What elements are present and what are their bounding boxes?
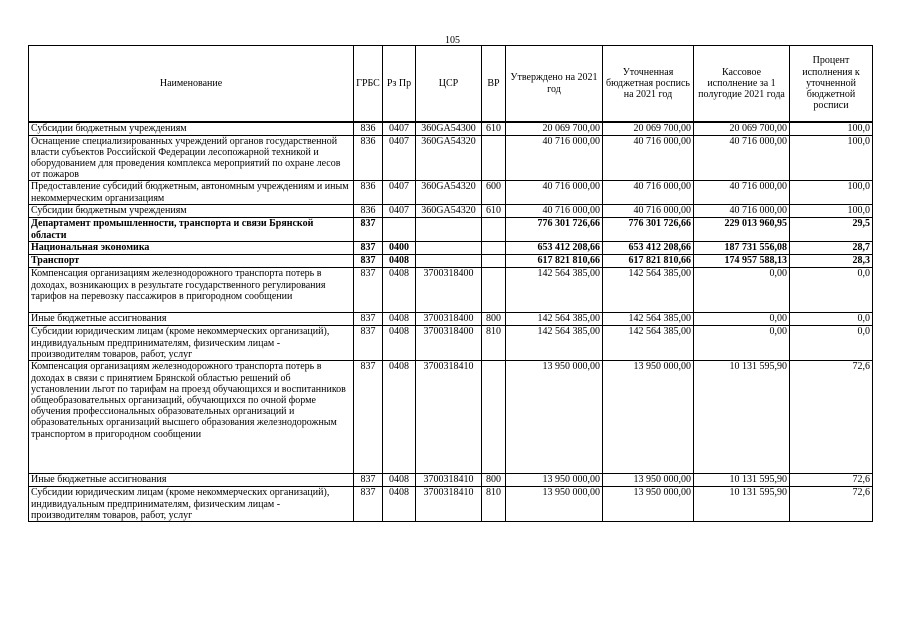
header-rzpr: Рз Пр — [383, 46, 416, 123]
cell-vr: 610 — [482, 122, 506, 135]
cell-percent: 28,3 — [790, 255, 873, 268]
cell-rzpr: 0408 — [383, 361, 416, 474]
cell-csr — [416, 255, 482, 268]
cell-csr: 360GA54320 — [416, 205, 482, 218]
cell-approved: 13 950 000,00 — [506, 487, 603, 522]
cell-vr — [482, 361, 506, 474]
cell-name: Иные бюджетные ассигнования — [29, 313, 354, 326]
table-row — [29, 474, 873, 487]
table-row — [29, 268, 873, 313]
cell-rzpr: 0408 — [383, 255, 416, 268]
cell-rzpr: 0408 — [383, 268, 416, 313]
cell-cash: 187 731 556,08 — [694, 242, 790, 255]
cell-grbs: 837 — [354, 361, 383, 474]
cell-name: Департамент промышленности, транспорта и связи Брянской области — [29, 218, 354, 242]
cell-name: Иные бюджетные ассигнования — [29, 474, 354, 487]
table-row — [29, 181, 873, 205]
cell-percent: 72,6 — [790, 474, 873, 487]
page-number: 105 — [445, 35, 460, 46]
cell-csr: 3700318410 — [416, 474, 482, 487]
cell-approved: 13 950 000,00 — [506, 474, 603, 487]
cell-rzpr: 0407 — [383, 181, 416, 205]
cell-name: Субсидии бюджетным учреждениям — [29, 122, 354, 135]
cell-cash: 40 716 000,00 — [694, 135, 790, 181]
cell-grbs: 837 — [354, 313, 383, 326]
cell-csr — [416, 242, 482, 255]
cell-refined: 142 564 385,00 — [603, 326, 694, 361]
cell-grbs: 836 — [354, 181, 383, 205]
table-row — [29, 313, 873, 326]
cell-rzpr: 0408 — [383, 313, 416, 326]
cell-grbs: 837 — [354, 487, 383, 522]
table-row — [29, 122, 873, 135]
cell-rzpr — [383, 218, 416, 242]
cell-cash: 10 131 595,90 — [694, 361, 790, 474]
cell-refined: 653 412 208,66 — [603, 242, 694, 255]
cell-percent: 29,5 — [790, 218, 873, 242]
cell-name: Субсидии юридическим лицам (кроме некоммерческих организаций), индивидуальным предпринимателям, физическим лицам - производителям товаров, работ, услуг — [29, 326, 354, 361]
cell-vr: 810 — [482, 326, 506, 361]
cell-name: Предоставление субсидий бюджетным, автономным учреждениям и иным некоммерческим организациям — [29, 181, 354, 205]
cell-cash: 40 716 000,00 — [694, 205, 790, 218]
cell-grbs: 836 — [354, 122, 383, 135]
cell-refined: 20 069 700,00 — [603, 122, 694, 135]
cell-vr: 600 — [482, 181, 506, 205]
cell-refined: 40 716 000,00 — [603, 135, 694, 181]
cell-refined: 776 301 726,66 — [603, 218, 694, 242]
cell-vr: 610 — [482, 205, 506, 218]
cell-percent: 0,0 — [790, 268, 873, 313]
cell-approved: 40 716 000,00 — [506, 135, 603, 181]
header-csr: ЦСР — [416, 46, 482, 123]
header-row — [29, 46, 873, 123]
cell-refined: 142 564 385,00 — [603, 268, 694, 313]
header-vr: ВР — [482, 46, 506, 123]
cell-cash: 10 131 595,90 — [694, 474, 790, 487]
table-row — [29, 135, 873, 181]
cell-refined: 13 950 000,00 — [603, 487, 694, 522]
cell-grbs: 837 — [354, 326, 383, 361]
cell-cash: 0,00 — [694, 326, 790, 361]
cell-rzpr: 0400 — [383, 242, 416, 255]
table-row — [29, 205, 873, 218]
cell-rzpr: 0407 — [383, 135, 416, 181]
cell-vr — [482, 135, 506, 181]
cell-percent: 100,0 — [790, 181, 873, 205]
table-row — [29, 242, 873, 255]
cell-approved: 617 821 810,66 — [506, 255, 603, 268]
cell-vr — [482, 242, 506, 255]
cell-vr — [482, 218, 506, 242]
cell-csr: 3700318400 — [416, 326, 482, 361]
cell-approved: 653 412 208,66 — [506, 242, 603, 255]
cell-cash: 0,00 — [694, 313, 790, 326]
cell-approved: 40 716 000,00 — [506, 205, 603, 218]
table-row — [29, 326, 873, 361]
table-row — [29, 487, 873, 522]
cell-cash: 0,00 — [694, 268, 790, 313]
cell-name: Субсидии юридическим лицам (кроме некоммерческих организаций), индивидуальным предпринимателям, физическим лицам - производителям товаров, работ, услуг — [29, 487, 354, 522]
cell-grbs: 837 — [354, 268, 383, 313]
cell-approved: 142 564 385,00 — [506, 313, 603, 326]
table-body — [29, 122, 873, 522]
header-name: Наименование — [29, 46, 354, 123]
cell-grbs: 837 — [354, 242, 383, 255]
cell-cash: 10 131 595,90 — [694, 487, 790, 522]
cell-rzpr: 0408 — [383, 326, 416, 361]
cell-vr: 810 — [482, 487, 506, 522]
header-grbs: ГРБС — [354, 46, 383, 123]
cell-refined: 13 950 000,00 — [603, 361, 694, 474]
cell-name: Транспорт — [29, 255, 354, 268]
cell-percent: 72,6 — [790, 361, 873, 474]
cell-cash: 174 957 588,13 — [694, 255, 790, 268]
cell-rzpr: 0407 — [383, 205, 416, 218]
cell-approved: 142 564 385,00 — [506, 326, 603, 361]
cell-approved: 20 069 700,00 — [506, 122, 603, 135]
cell-grbs: 836 — [354, 205, 383, 218]
cell-rzpr: 0408 — [383, 474, 416, 487]
cell-approved: 13 950 000,00 — [506, 361, 603, 474]
cell-csr: 3700318410 — [416, 487, 482, 522]
cell-grbs: 837 — [354, 474, 383, 487]
cell-percent: 100,0 — [790, 135, 873, 181]
cell-csr — [416, 218, 482, 242]
cell-percent: 0,0 — [790, 313, 873, 326]
cell-name: Компенсация организациям железнодорожного транспорта потерь в доходах в связи с принятием Брянской областью решений об установлении льгот по тарифам на проезд обучающихся и воспитанников общеобразовательных организаций, обучающихся по очной форме обучения профессиональных образовательных организаций и образовательных организаций высшего образования железнодорожным транспортом в пригородном сообщении — [29, 361, 354, 474]
cell-csr: 360GA54300 — [416, 122, 482, 135]
cell-percent: 28,7 — [790, 242, 873, 255]
table-row — [29, 255, 873, 268]
cell-rzpr: 0408 — [383, 487, 416, 522]
cell-name: Компенсация организациям железнодорожного транспорта потерь в доходах, возникающих в результате государственного регулирования тарифов на перевозку пассажиров в пригородном сообщении — [29, 268, 354, 313]
cell-grbs: 837 — [354, 218, 383, 242]
cell-vr — [482, 255, 506, 268]
cell-csr: 360GA54320 — [416, 135, 482, 181]
cell-percent: 100,0 — [790, 122, 873, 135]
cell-refined: 142 564 385,00 — [603, 313, 694, 326]
budget-table — [28, 45, 873, 522]
cell-grbs: 837 — [354, 255, 383, 268]
cell-refined: 40 716 000,00 — [603, 205, 694, 218]
cell-rzpr: 0407 — [383, 122, 416, 135]
cell-csr: 360GA54320 — [416, 181, 482, 205]
cell-percent: 0,0 — [790, 326, 873, 361]
cell-name: Субсидии бюджетным учреждениям — [29, 205, 354, 218]
cell-refined: 40 716 000,00 — [603, 181, 694, 205]
cell-name: Национальная экономика — [29, 242, 354, 255]
cell-approved: 40 716 000,00 — [506, 181, 603, 205]
cell-cash: 40 716 000,00 — [694, 181, 790, 205]
header-refined: Уточненная бюджетная роспись на 2021 год — [603, 46, 694, 123]
cell-approved: 142 564 385,00 — [506, 268, 603, 313]
table-row — [29, 361, 873, 474]
cell-name: Оснащение специализированных учреждений органов государственной власти субъектов Российской Федерации лесопожарной техникой и оборудованием для проведения комплекса мероприятий по охране лесов от пожаров — [29, 135, 354, 181]
cell-percent: 100,0 — [790, 205, 873, 218]
cell-refined: 13 950 000,00 — [603, 474, 694, 487]
cell-percent: 72,6 — [790, 487, 873, 522]
cell-cash: 229 013 960,95 — [694, 218, 790, 242]
cell-csr: 3700318400 — [416, 268, 482, 313]
table-row — [29, 218, 873, 242]
cell-approved: 776 301 726,66 — [506, 218, 603, 242]
cell-refined: 617 821 810,66 — [603, 255, 694, 268]
cell-vr — [482, 268, 506, 313]
cell-csr: 3700318410 — [416, 361, 482, 474]
header-percent: Процент исполнения к уточненной бюджетной росписи — [790, 46, 873, 123]
cell-vr: 800 — [482, 313, 506, 326]
header-approved: Утверждено на 2021 год — [506, 46, 603, 123]
cell-cash: 20 069 700,00 — [694, 122, 790, 135]
cell-grbs: 836 — [354, 135, 383, 181]
cell-vr: 800 — [482, 474, 506, 487]
header-cash: Кассовое исполнение за 1 полугодие 2021 года — [694, 46, 790, 123]
cell-csr: 3700318400 — [416, 313, 482, 326]
